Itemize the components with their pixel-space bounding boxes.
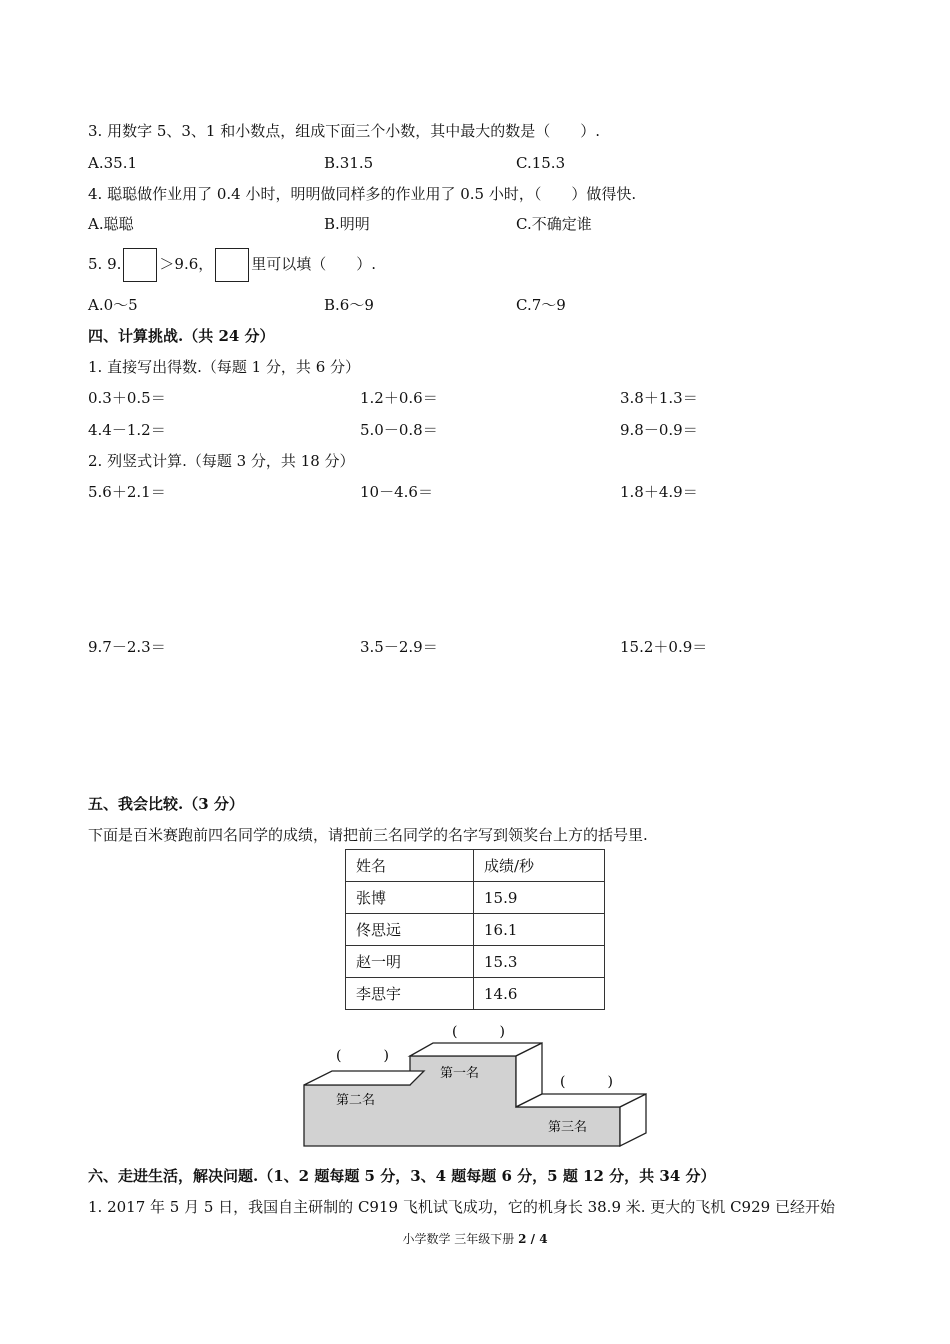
vertical-calc-item: 3.5－2.9＝ (360, 638, 438, 656)
section6-q1-text: 1. 2017 年 5 月 5 日，我国自主研制的 C919 飞机试飞成功，它的机身长 38.9 米. 更大的飞机 C929 已经开始 (88, 1198, 835, 1216)
student-score: 16.1 (474, 914, 605, 946)
q5-suffix: 里可以填（ ）. (251, 255, 377, 273)
q5-option-b: B.6～9 (324, 296, 374, 314)
podium-third-label: 第三名 (548, 1120, 588, 1135)
podium-first-label: 第一名 (440, 1066, 480, 1081)
vertical-calc-item: 5.6＋2.1＝ (88, 483, 166, 501)
table-row (346, 978, 605, 1010)
student-name: 佟思远 (346, 914, 474, 946)
section4-part2-title: 2. 列竖式计算.（每题 3 分，共 18 分） (88, 452, 355, 470)
table-row (346, 914, 605, 946)
podium-first-bracket[interactable]: ( ) (452, 1024, 505, 1040)
table-row (346, 946, 605, 978)
q4-option-b: B.明明 (324, 215, 370, 233)
q5-option-c: C.7～9 (516, 296, 566, 314)
calc-item: 0.3＋0.5＝ (88, 389, 166, 407)
q3-option-c: C.15.3 (516, 154, 566, 172)
scores-table (345, 849, 605, 1010)
vertical-calc-item: 10－4.6＝ (360, 483, 433, 501)
podium-second-bracket[interactable]: ( ) (336, 1048, 389, 1064)
student-name: 赵一明 (346, 946, 474, 978)
section6-title: 六、走进生活，解决问题.（1、2 题每题 5 分，3、4 题每题 6 分，5 题 12 分，共 34 分） (88, 1167, 716, 1185)
q5-blank-box[interactable] (123, 248, 157, 282)
calc-item: 4.4－1.2＝ (88, 421, 166, 439)
q3-option-a: A.35.1 (88, 154, 137, 172)
student-name: 李思宇 (346, 978, 474, 1010)
student-score: 15.3 (474, 946, 605, 978)
q3-stem: 3. 用数字 5、3、1 和小数点，组成下面三个小数，其中最大的数是（ ）. (88, 122, 601, 140)
calc-item: 9.8－0.9＝ (620, 421, 698, 439)
q5-prefix: 5. 9. (88, 255, 122, 273)
q4-option-a: A.聪聪 (88, 215, 134, 233)
calc-item: 3.8＋1.3＝ (620, 389, 698, 407)
table-header-row (346, 850, 605, 882)
student-score: 15.9 (474, 882, 605, 914)
student-name: 张博 (346, 882, 474, 914)
student-score: 14.6 (474, 978, 605, 1010)
vertical-calc-item: 1.8＋4.9＝ (620, 483, 698, 501)
section4-title: 四、计算挑战.（共 24 分） (88, 327, 275, 345)
footer-page-number: 2 / 4 (518, 1232, 548, 1246)
page-footer (0, 1230, 950, 1248)
q5-stem (88, 247, 376, 282)
q4-option-c: C.不确定谁 (516, 215, 592, 233)
section4-part1-title: 1. 直接写出得数.（每题 1 分，共 6 分） (88, 358, 361, 376)
q4-stem: 4. 聪聪做作业用了 0.4 小时，明明做同样多的作业用了 0.5 小时，（ ）做得快. (88, 185, 637, 203)
q5-middle: ＞9.6， (159, 255, 214, 273)
table-header-score: 成绩/秒 (474, 850, 605, 882)
podium-second-top (304, 1071, 424, 1085)
section5-instruction: 下面是百米赛跑前四名同学的成绩，请把前三名同学的名字写到领奖台上方的括号里. (88, 826, 648, 844)
podium-third-bracket[interactable]: ( ) (560, 1074, 613, 1090)
q5-option-a: A.0～5 (88, 296, 138, 314)
vertical-calc-item: 9.7－2.3＝ (88, 638, 166, 656)
calc-item: 1.2＋0.6＝ (360, 389, 438, 407)
table-header-name: 姓名 (346, 850, 474, 882)
podium-second-label: 第二名 (336, 1093, 376, 1108)
podium-diagram (290, 1015, 660, 1155)
q3-option-b: B.31.5 (324, 154, 374, 172)
q5-blank-box-2 (215, 248, 249, 282)
section5-title: 五、我会比较.（3 分） (88, 795, 244, 813)
table-row (346, 882, 605, 914)
calc-item: 5.0－0.8＝ (360, 421, 438, 439)
footer-text: 小学数学 三年级下册 (402, 1232, 515, 1246)
vertical-calc-item: 15.2＋0.9＝ (620, 638, 708, 656)
